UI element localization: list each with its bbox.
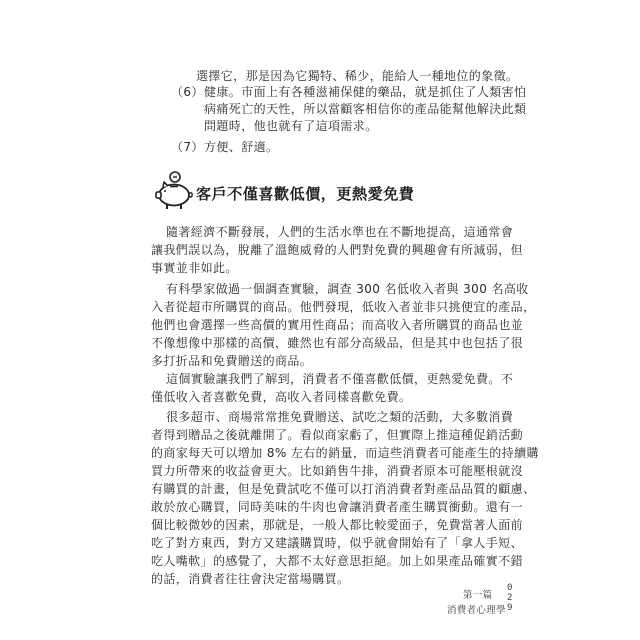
page-number-digit: 2 [507,593,513,603]
paragraph-1-line: 隨著經濟不斷發展，人們的生活水準也在不斷地提高，這通常會 [166,225,514,239]
paragraph-4-line: 買力所帶來的收益會更大。比如銷售牛排，消費者原本可能壓根就沒 [151,464,524,478]
paragraph-2-line: 多打折品和免費贈送的商品。 [151,354,313,368]
page-number-digit: 9 [507,603,513,613]
paragraph-4-line: 有購買的計畫，但是免費試吃不僅可以打消消費者對產品品質的顧慮、 [151,482,536,496]
paragraph-4-line: 個比較微妙的因素，那就是，一般人都比較愛面子，免費當著人面前 [151,518,524,532]
paragraph-4-line: 吃了對方東西，對方又建議購買時，似乎就會開始有了「拿人手短、 [151,536,524,550]
paragraph-1-line: 讓我們誤以為，脫離了溫飽威脅的人們對免費的興趣會有所減弱，但 [151,243,524,257]
list-item-6-number: （6） [171,85,204,99]
paragraph-2-line: 不像想像中那樣的高價，雖然也有部分高級品，但是其中也包括了很 [151,336,524,350]
list-item-6-line-1: 健康。市面上有各種滋補保健的藥品，就是抓住了人類害怕 [204,85,527,99]
page-number-digit: 0 [507,583,513,593]
piggy-bank-icon [151,171,195,213]
paragraph-4-line: 的商家每天可以增加 8% 左右的銷量，而這些消費者可能產生的持續購 [151,446,539,460]
paragraph-4-line: 敢於放心購買，同時美味的牛肉也會讓消費者產生購買衝動。還有一 [151,500,524,514]
paragraph-4-line: 吃人嘴軟」的感覺了，大都不太好意思拒絕。加上如果產品確實不錯 [151,554,524,568]
paragraph-3-line: 這個實驗讓我們了解到，消費者不僅喜歡低價，更熱愛免費。不 [166,372,514,386]
paragraph-4-line: 很多超市、商場常常推免費贈送、試吃之類的活動，大多數消費 [166,410,514,424]
list-item-7-text: 方便、舒適。 [204,140,279,154]
paragraph-2-line: 入者從超市所購買的商品。他們發現，低收入者並非只挑便宜的產品， [151,300,536,314]
chapter-label: 第一篇 [463,590,493,601]
paragraph-4-line: 者得到贈品之後就離開了。看似商家虧了，但實際上推這種促銷活動 [151,428,524,442]
list-continuation-line: 選擇它，那是因為它獨特、稀少，能給人一種地位的象徵。 [196,69,519,83]
section-heading: 客戶不僅喜歡低價，更熱愛免費 [196,185,415,203]
paragraph-4-line: 的話，消費者往往會決定當場購買。 [151,572,350,586]
paragraph-1-line: 事實並非如此。 [151,261,238,275]
list-item-7-number: （7） [171,140,204,154]
paragraph-2-line: 他們也會選擇一些高價的實用性商品；而高收入者所購買的商品也並 [151,318,524,332]
list-item-6-line-2: 病痛死亡的天性，所以當顧客相信你的產品能幫他解決此類 [204,102,527,116]
list-item-6-line-3: 問題時，他也就有了這項需求。 [204,119,378,133]
paragraph-2-line: 有科學家做過一個調查實驗，調查 300 名低收入者與 300 名高收 [166,282,529,296]
paragraph-3-line: 僅低收入者喜歡免費，高收入者同樣喜歡免費。 [151,390,412,404]
chapter-subtitle: 消費者心理學 [447,605,506,616]
page-number [507,583,512,613]
